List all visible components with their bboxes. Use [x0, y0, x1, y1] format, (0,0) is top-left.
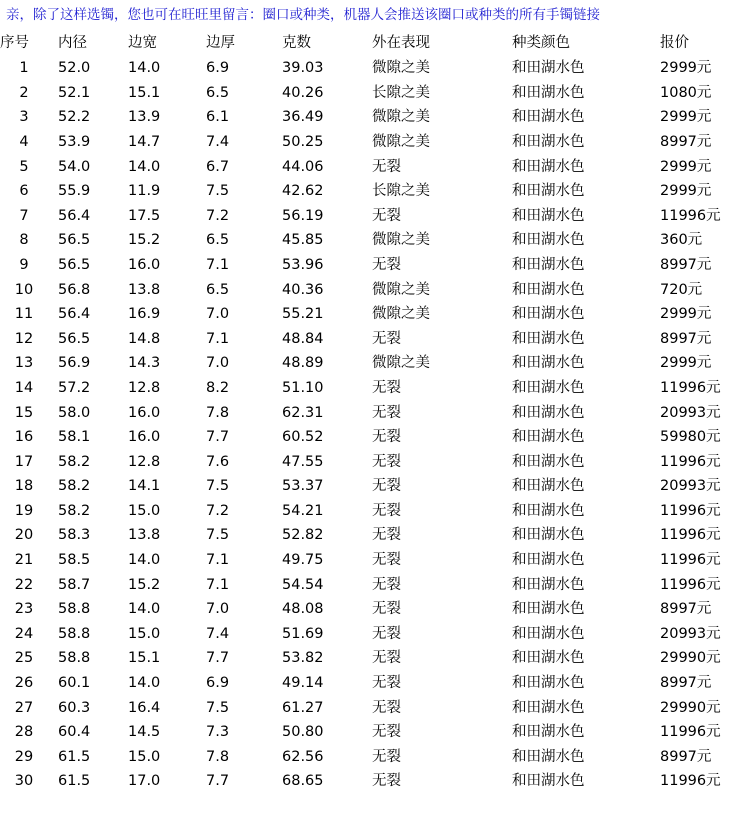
cell-thickness: 8.2 [206, 379, 230, 396]
cell-appearance: 无裂 [372, 675, 401, 692]
cell-inner-diameter: 52.1 [58, 84, 91, 101]
cell-inner-diameter: 52.0 [58, 60, 91, 77]
cell-appearance: 无裂 [372, 601, 401, 618]
cell-price: 2999元 [660, 109, 712, 126]
cell-width: 14.0 [128, 60, 161, 77]
column-header-price: 报价 [660, 35, 689, 52]
cell-thickness: 7.2 [206, 207, 230, 224]
cell-width: 12.8 [128, 453, 161, 470]
cell-price: 2999元 [660, 355, 712, 372]
cell-price: 11996元 [660, 527, 721, 544]
cell-price: 20993元 [660, 404, 721, 421]
cell-width: 12.8 [128, 379, 161, 396]
cell-thickness: 6.1 [206, 109, 230, 126]
cell-price: 11996元 [660, 502, 721, 519]
cell-type-color: 和田湖水色 [512, 502, 585, 519]
cell-price: 29990元 [660, 699, 721, 716]
cell-index: 9 [19, 256, 29, 273]
cell-appearance: 微隙之美 [372, 355, 430, 372]
table-header [0, 29, 751, 56]
cell-price: 2999元 [660, 60, 712, 77]
cell-width: 15.2 [128, 576, 161, 593]
cell-width: 14.0 [128, 552, 161, 569]
cell-inner-diameter: 56.9 [58, 355, 91, 372]
cell-type-color: 和田湖水色 [512, 84, 585, 101]
cell-weight: 53.82 [282, 650, 324, 667]
cell-inner-diameter: 56.5 [58, 232, 91, 249]
cell-type-color: 和田湖水色 [512, 625, 585, 642]
cell-inner-diameter: 56.4 [58, 207, 91, 224]
table-row [0, 573, 751, 598]
cell-width: 15.0 [128, 625, 161, 642]
cell-thickness: 7.1 [206, 330, 230, 347]
cell-weight: 55.21 [282, 306, 324, 323]
cell-thickness: 7.3 [206, 724, 230, 741]
table-row [0, 745, 751, 770]
cell-price: 8997元 [660, 256, 712, 273]
cell-price: 8997元 [660, 601, 712, 618]
cell-appearance: 无裂 [372, 502, 401, 519]
cell-thickness: 7.5 [206, 478, 230, 495]
cell-weight: 48.84 [282, 330, 324, 347]
cell-inner-diameter: 56.8 [58, 281, 91, 298]
cell-inner-diameter: 56.4 [58, 306, 91, 323]
cell-thickness: 7.4 [206, 625, 230, 642]
cell-appearance: 无裂 [372, 256, 401, 273]
cell-type-color: 和田湖水色 [512, 724, 585, 741]
cell-type-color: 和田湖水色 [512, 650, 585, 667]
cell-appearance: 无裂 [372, 158, 401, 175]
cell-type-color: 和田湖水色 [512, 404, 585, 421]
cell-index: 27 [14, 699, 34, 716]
table-row [0, 474, 751, 499]
table-row [0, 523, 751, 548]
cell-weight: 51.69 [282, 625, 324, 642]
table-row [0, 376, 751, 401]
table-row [0, 696, 751, 721]
cell-inner-diameter: 58.8 [58, 625, 91, 642]
cell-index: 13 [14, 355, 34, 372]
cell-weight: 54.21 [282, 502, 324, 519]
cell-type-color: 和田湖水色 [512, 330, 585, 347]
cell-type-color: 和田湖水色 [512, 773, 585, 790]
cell-width: 14.0 [128, 675, 161, 692]
cell-index: 26 [14, 675, 34, 692]
table-row [0, 720, 751, 745]
table-row [0, 671, 751, 696]
cell-appearance: 微隙之美 [372, 109, 430, 126]
cell-inner-diameter: 61.5 [58, 773, 91, 790]
cell-width: 13.8 [128, 281, 161, 298]
cell-inner-diameter: 57.2 [58, 379, 91, 396]
cell-width: 15.1 [128, 650, 161, 667]
cell-width: 15.1 [128, 84, 161, 101]
cell-weight: 49.75 [282, 552, 324, 569]
cell-appearance: 无裂 [372, 552, 401, 569]
cell-type-color: 和田湖水色 [512, 478, 585, 495]
cell-thickness: 6.5 [206, 84, 230, 101]
cell-weight: 62.56 [282, 748, 324, 765]
table-row [0, 327, 751, 352]
cell-inner-diameter: 58.3 [58, 527, 91, 544]
cell-price: 29990元 [660, 650, 721, 667]
cell-type-color: 和田湖水色 [512, 281, 585, 298]
table-row [0, 204, 751, 229]
cell-appearance: 无裂 [372, 478, 401, 495]
notice-banner: 亲，除了这样选镯，您也可在旺旺里留言：圈口或种类，机器人会推送该圈口或种类的所有手镯链接 [6, 7, 600, 23]
table-row [0, 278, 751, 303]
cell-appearance: 无裂 [372, 625, 401, 642]
cell-weight: 48.89 [282, 355, 324, 372]
cell-index: 19 [14, 502, 34, 519]
cell-appearance: 无裂 [372, 527, 401, 544]
cell-width: 16.4 [128, 699, 161, 716]
cell-inner-diameter: 54.0 [58, 158, 91, 175]
cell-inner-diameter: 60.3 [58, 699, 91, 716]
table-row [0, 769, 751, 794]
cell-thickness: 6.5 [206, 281, 230, 298]
cell-index: 24 [14, 625, 34, 642]
cell-width: 14.3 [128, 355, 161, 372]
cell-type-color: 和田湖水色 [512, 133, 585, 150]
cell-type-color: 和田湖水色 [512, 429, 585, 446]
cell-thickness: 7.7 [206, 773, 230, 790]
cell-type-color: 和田湖水色 [512, 355, 585, 372]
table-header-row [0, 29, 751, 56]
cell-thickness: 7.1 [206, 576, 230, 593]
cell-type-color: 和田湖水色 [512, 207, 585, 224]
cell-thickness: 7.0 [206, 355, 230, 372]
cell-price: 8997元 [660, 748, 712, 765]
cell-type-color: 和田湖水色 [512, 232, 585, 249]
cell-width: 14.1 [128, 478, 161, 495]
table-row [0, 130, 751, 155]
cell-appearance: 无裂 [372, 379, 401, 396]
column-header-weight: 克数 [282, 35, 311, 52]
cell-inner-diameter: 58.0 [58, 404, 91, 421]
cell-width: 13.9 [128, 109, 161, 126]
cell-appearance: 无裂 [372, 748, 401, 765]
cell-inner-diameter: 58.7 [58, 576, 91, 593]
cell-thickness: 7.7 [206, 429, 230, 446]
cell-appearance: 无裂 [372, 724, 401, 741]
cell-thickness: 6.9 [206, 675, 230, 692]
cell-thickness: 7.8 [206, 748, 230, 765]
cell-price: 11996元 [660, 552, 721, 569]
cell-type-color: 和田湖水色 [512, 183, 585, 200]
cell-width: 14.5 [128, 724, 161, 741]
cell-thickness: 7.5 [206, 699, 230, 716]
table-row [0, 179, 751, 204]
cell-width: 15.0 [128, 502, 161, 519]
table-row [0, 548, 751, 573]
cell-type-color: 和田湖水色 [512, 60, 585, 77]
cell-thickness: 7.0 [206, 306, 230, 323]
cell-weight: 68.65 [282, 773, 324, 790]
cell-index: 8 [19, 232, 29, 249]
cell-type-color: 和田湖水色 [512, 256, 585, 273]
cell-inner-diameter: 61.5 [58, 748, 91, 765]
cell-index: 25 [14, 650, 34, 667]
cell-type-color: 和田湖水色 [512, 527, 585, 544]
cell-inner-diameter: 56.5 [58, 330, 91, 347]
cell-inner-diameter: 53.9 [58, 133, 91, 150]
cell-width: 13.8 [128, 527, 161, 544]
cell-price: 11996元 [660, 453, 721, 470]
table-row [0, 56, 751, 81]
cell-weight: 40.36 [282, 281, 324, 298]
table-body [0, 56, 751, 794]
cell-index: 5 [19, 158, 29, 175]
cell-width: 16.0 [128, 256, 161, 273]
table-row [0, 401, 751, 426]
cell-price: 11996元 [660, 379, 721, 396]
cell-appearance: 无裂 [372, 330, 401, 347]
cell-index: 29 [14, 748, 34, 765]
cell-appearance: 无裂 [372, 453, 401, 470]
column-header-thickness: 边厚 [206, 35, 235, 52]
cell-appearance: 微隙之美 [372, 281, 430, 298]
cell-index: 22 [14, 576, 34, 593]
cell-thickness: 7.4 [206, 133, 230, 150]
cell-index: 16 [14, 429, 34, 446]
cell-price: 2999元 [660, 158, 712, 175]
cell-price: 8997元 [660, 330, 712, 347]
cell-price: 11996元 [660, 773, 721, 790]
cell-weight: 54.54 [282, 576, 324, 593]
cell-width: 14.0 [128, 601, 161, 618]
column-header-width: 边宽 [128, 35, 157, 52]
cell-index: 6 [19, 183, 29, 200]
cell-thickness: 7.7 [206, 650, 230, 667]
cell-appearance: 微隙之美 [372, 306, 430, 323]
cell-inner-diameter: 56.5 [58, 256, 91, 273]
cell-price: 11996元 [660, 724, 721, 741]
cell-price: 11996元 [660, 207, 721, 224]
cell-inner-diameter: 60.1 [58, 675, 91, 692]
cell-thickness: 7.6 [206, 453, 230, 470]
cell-width: 16.9 [128, 306, 161, 323]
cell-weight: 40.26 [282, 84, 324, 101]
cell-width: 14.0 [128, 158, 161, 175]
cell-index: 28 [14, 724, 34, 741]
cell-appearance: 无裂 [372, 773, 401, 790]
cell-type-color: 和田湖水色 [512, 699, 585, 716]
cell-weight: 47.55 [282, 453, 324, 470]
cell-thickness: 6.9 [206, 60, 230, 77]
cell-inner-diameter: 58.1 [58, 429, 91, 446]
column-header-index: 序号 [0, 35, 29, 52]
cell-weight: 36.49 [282, 109, 324, 126]
cell-type-color: 和田湖水色 [512, 453, 585, 470]
cell-thickness: 6.7 [206, 158, 230, 175]
table-row [0, 597, 751, 622]
cell-weight: 53.37 [282, 478, 324, 495]
cell-width: 17.0 [128, 773, 161, 790]
cell-weight: 42.62 [282, 183, 324, 200]
cell-appearance: 无裂 [372, 207, 401, 224]
cell-type-color: 和田湖水色 [512, 109, 585, 126]
cell-weight: 48.08 [282, 601, 324, 618]
cell-type-color: 和田湖水色 [512, 158, 585, 175]
table-row [0, 351, 751, 376]
cell-price: 8997元 [660, 133, 712, 150]
table-row [0, 81, 751, 106]
cell-thickness: 7.0 [206, 601, 230, 618]
cell-appearance: 无裂 [372, 404, 401, 421]
column-header-inner-diameter: 内径 [58, 35, 87, 52]
cell-inner-diameter: 58.5 [58, 552, 91, 569]
cell-appearance: 微隙之美 [372, 232, 430, 249]
cell-index: 4 [19, 133, 29, 150]
cell-appearance: 长隙之美 [372, 84, 430, 101]
cell-weight: 56.19 [282, 207, 324, 224]
cell-appearance: 微隙之美 [372, 133, 430, 150]
cell-index: 30 [14, 773, 34, 790]
cell-price: 20993元 [660, 625, 721, 642]
cell-index: 11 [14, 306, 34, 323]
cell-weight: 51.10 [282, 379, 324, 396]
cell-index: 14 [14, 379, 34, 396]
cell-thickness: 6.5 [206, 232, 230, 249]
cell-index: 1 [19, 60, 29, 77]
cell-width: 15.0 [128, 748, 161, 765]
cell-price: 59980元 [660, 429, 721, 446]
cell-inner-diameter: 58.2 [58, 478, 91, 495]
table-row [0, 155, 751, 180]
cell-weight: 39.03 [282, 60, 324, 77]
cell-inner-diameter: 60.4 [58, 724, 91, 741]
cell-width: 11.9 [128, 183, 161, 200]
cell-index: 18 [14, 478, 34, 495]
cell-price: 11996元 [660, 576, 721, 593]
cell-index: 2 [19, 84, 29, 101]
cell-appearance: 长隙之美 [372, 183, 430, 200]
cell-weight: 61.27 [282, 699, 324, 716]
cell-index: 23 [14, 601, 34, 618]
table-row [0, 622, 751, 647]
cell-appearance: 无裂 [372, 429, 401, 446]
cell-thickness: 7.2 [206, 502, 230, 519]
cell-index: 15 [14, 404, 34, 421]
cell-type-color: 和田湖水色 [512, 675, 585, 692]
cell-index: 12 [14, 330, 34, 347]
table-row [0, 450, 751, 475]
cell-inner-diameter: 58.8 [58, 650, 91, 667]
cell-type-color: 和田湖水色 [512, 601, 585, 618]
column-header-appearance: 外在表现 [372, 35, 430, 52]
bangle-inventory-table [0, 29, 751, 794]
cell-price: 8997元 [660, 675, 712, 692]
cell-weight: 49.14 [282, 675, 324, 692]
cell-thickness: 7.1 [206, 256, 230, 273]
cell-width: 16.0 [128, 404, 161, 421]
cell-index: 10 [14, 281, 34, 298]
table-row [0, 425, 751, 450]
table-row [0, 302, 751, 327]
cell-type-color: 和田湖水色 [512, 748, 585, 765]
cell-price: 2999元 [660, 306, 712, 323]
cell-weight: 44.06 [282, 158, 324, 175]
cell-price: 1080元 [660, 84, 712, 101]
cell-width: 15.2 [128, 232, 161, 249]
cell-thickness: 7.1 [206, 552, 230, 569]
cell-thickness: 7.5 [206, 183, 230, 200]
cell-index: 17 [14, 453, 34, 470]
cell-inner-diameter: 52.2 [58, 109, 91, 126]
cell-type-color: 和田湖水色 [512, 379, 585, 396]
cell-weight: 50.25 [282, 133, 324, 150]
cell-appearance: 无裂 [372, 650, 401, 667]
cell-weight: 50.80 [282, 724, 324, 741]
cell-weight: 53.96 [282, 256, 324, 273]
cell-inner-diameter: 58.2 [58, 453, 91, 470]
cell-inner-diameter: 58.8 [58, 601, 91, 618]
cell-price: 20993元 [660, 478, 721, 495]
cell-inner-diameter: 58.2 [58, 502, 91, 519]
cell-weight: 62.31 [282, 404, 324, 421]
cell-index: 7 [19, 207, 29, 224]
cell-type-color: 和田湖水色 [512, 306, 585, 323]
cell-appearance: 无裂 [372, 699, 401, 716]
cell-weight: 45.85 [282, 232, 324, 249]
cell-thickness: 7.8 [206, 404, 230, 421]
cell-price: 2999元 [660, 183, 712, 200]
cell-weight: 60.52 [282, 429, 324, 446]
table-row [0, 228, 751, 253]
cell-width: 14.8 [128, 330, 161, 347]
cell-width: 16.0 [128, 429, 161, 446]
cell-weight: 52.82 [282, 527, 324, 544]
cell-width: 14.7 [128, 133, 161, 150]
cell-appearance: 无裂 [372, 576, 401, 593]
cell-price: 360元 [660, 232, 703, 249]
cell-type-color: 和田湖水色 [512, 552, 585, 569]
table-row [0, 105, 751, 130]
cell-index: 21 [14, 552, 34, 569]
cell-thickness: 7.5 [206, 527, 230, 544]
table-row [0, 499, 751, 524]
table-row [0, 646, 751, 671]
table-row [0, 253, 751, 278]
cell-price: 720元 [660, 281, 703, 298]
cell-width: 17.5 [128, 207, 161, 224]
column-header-type-color: 种类颜色 [512, 35, 570, 52]
cell-appearance: 微隙之美 [372, 60, 430, 77]
cell-index: 20 [14, 527, 34, 544]
cell-index: 3 [19, 109, 29, 126]
cell-inner-diameter: 55.9 [58, 183, 91, 200]
cell-type-color: 和田湖水色 [512, 576, 585, 593]
